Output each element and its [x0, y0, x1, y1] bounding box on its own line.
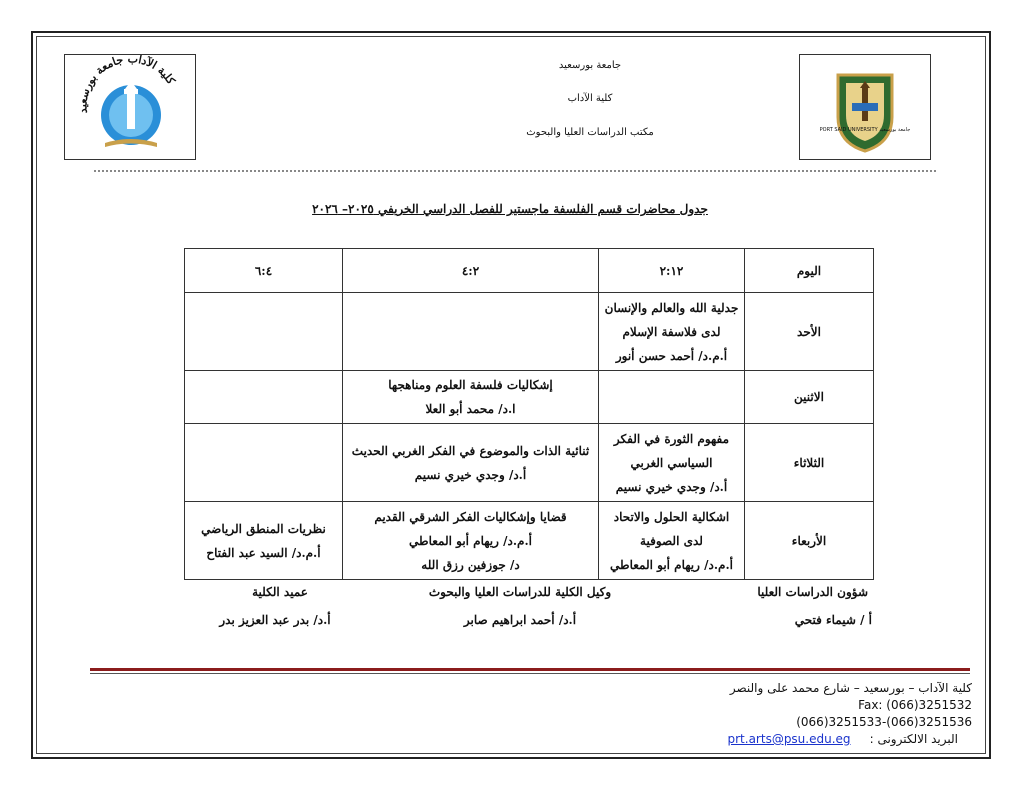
office-name: مكتب الدراسات العليا والبحوث: [526, 127, 654, 138]
empty-cell: [185, 371, 343, 424]
university-logo: [800, 55, 930, 159]
lecture-cell: [343, 424, 599, 502]
table-header-row: [185, 249, 874, 293]
lecture-cell: [599, 293, 745, 371]
dean-name: أ.د/ بدر عبد العزيز بدر: [219, 613, 331, 627]
affairs-title: شؤون الدراسات العليا: [757, 585, 868, 599]
university-logo-lettering: PORT SAID UNIVERSITY جامعة بورسعيد: [819, 127, 911, 133]
instructor-name: ا.د/ محمد أبو العلا: [425, 402, 516, 416]
course-title: اشكالية الحلول والاتحاد: [613, 509, 730, 524]
footer-contact: [640, 680, 972, 748]
university-logo-box: [799, 54, 931, 160]
course-title: ثنائية الذات والموضوع في الفكر الغربي الحديث: [351, 443, 590, 458]
day-cell: الأربعاء: [745, 502, 874, 580]
empty-cell: [185, 424, 343, 502]
instructor-name: أ.م.د/ السيد عبد الفتاح: [206, 545, 321, 560]
table-row: [185, 424, 874, 502]
footer-address: كلية الآداب – بورسعيد – شارع محمد على والنصر: [729, 681, 972, 695]
table-row: [185, 502, 874, 580]
course-title: قضايا وإشكاليات الفكر الشرقي القديم: [374, 509, 567, 524]
footer-rule: [90, 668, 970, 671]
header-day: اليوم: [745, 249, 874, 293]
course-title: لدى فلاسفة الإسلام: [622, 324, 721, 339]
instructor-name: أ.م.د/ أحمد حسن أنور: [615, 348, 728, 363]
university-name: جامعة بورسعيد: [558, 60, 622, 71]
course-title: نظريات المنطق الرياضي: [201, 521, 326, 536]
day-cell: الأحد: [745, 293, 874, 371]
course-title: السياسي الغربي: [630, 455, 713, 470]
faculty-logo-box: [64, 54, 196, 160]
instructor-name: د/ جوزفين رزق الله: [421, 557, 520, 572]
footer-email-label: البريد الالكترونى :: [869, 732, 958, 746]
lecture-cell: [599, 502, 745, 580]
course-title: جدلية الله والعالم والإنسان: [604, 300, 739, 315]
footer-email-line: [640, 731, 972, 748]
lecture-cell: [343, 371, 599, 424]
course-title: إشكاليات فلسفة العلوم ومناهجها: [388, 378, 553, 392]
schedule-table: [184, 248, 874, 580]
schedule-title: جدول محاضرات قسم الفلسفة ماجستير للفصل الدراسي الخريفي ٢٠٢٥– ٢٠٢٦: [312, 202, 708, 216]
empty-cell: [343, 293, 599, 371]
instructor-name: أ.د/ وجدي خيري نسيم: [414, 467, 527, 482]
course-title: لدى الصوفية: [640, 533, 703, 548]
header-divider: [94, 170, 936, 172]
header-slot1: ٢:١٢: [599, 249, 745, 293]
faculty-name: كلية الآداب: [567, 93, 613, 104]
footer-email-link[interactable]: prt.arts@psu.edu.eg: [727, 732, 851, 746]
header-slot2: ٤:٢: [343, 249, 599, 293]
vice-dean-name: أ.د/ أحمد ابراهيم صابر: [463, 613, 577, 627]
faculty-logo: [65, 55, 195, 159]
table-row: [185, 293, 874, 371]
affairs-name: أ / شيماء فتحي: [794, 613, 872, 627]
day-cell: الثلاثاء: [745, 424, 874, 502]
empty-cell: [185, 293, 343, 371]
lecture-cell: [599, 424, 745, 502]
faculty-logo-lettering: كلية الآداب جامعة بورسعيد: [76, 55, 178, 114]
dean-title: عميد الكلية: [252, 585, 308, 599]
instructor-name: أ.د/ وجدي خيري نسيم: [615, 479, 728, 494]
instructor-name: أ.م.د/ ريهام أبو المعاطي: [409, 533, 532, 548]
footer-rule-thin: [90, 673, 970, 674]
footer-phones: (066)3251533-(066)3251536: [796, 715, 972, 729]
footer-fax: Fax: (066)3251532: [858, 698, 972, 712]
table-row: [185, 371, 874, 424]
course-title: مفهوم الثورة في الفكر: [613, 431, 730, 446]
day-cell: الاثنين: [745, 371, 874, 424]
lecture-cell: [343, 502, 599, 580]
lecture-cell: [185, 502, 343, 580]
empty-cell: [599, 371, 745, 424]
vice-dean-title: وكيل الكلية للدراسات العليا والبحوث: [428, 585, 612, 599]
header-slot3: ٦:٤: [185, 249, 343, 293]
instructor-name: أ.م.د/ ريهام أبو المعاطي: [610, 557, 733, 572]
